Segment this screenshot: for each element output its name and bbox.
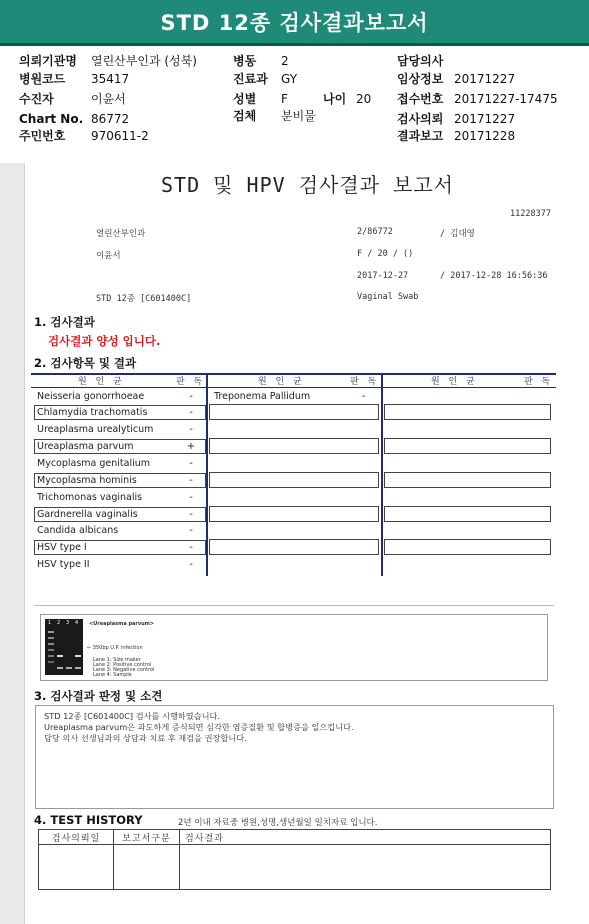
- info-value-request-date: 20171227: [454, 112, 516, 126]
- gel-legend-line: Lane 4: Sample: [93, 672, 132, 678]
- info-value-patient: 이윤서: [91, 92, 126, 106]
- lane-number: 4: [75, 620, 79, 626]
- report-chart: 2/86772: [357, 227, 393, 237]
- patient-info-block: [0, 46, 589, 164]
- info-label-specimen: 검체: [233, 109, 257, 123]
- organism-name: Mycoplasma genitalium: [37, 458, 151, 469]
- gel-legend-line: Lane 2: Positive control: [93, 662, 152, 668]
- report-date-received: 2017-12-27: [357, 271, 409, 281]
- organism-result: -: [189, 407, 193, 418]
- section1-title: 1. 검사결과: [34, 315, 95, 329]
- section3-title: 3. 검사결과 판정 및 소견: [34, 689, 163, 703]
- organism-name: Candida albicans: [37, 525, 119, 536]
- organism-result: -: [189, 424, 193, 435]
- gel-image-frame: [40, 614, 548, 681]
- section4-title: 4. TEST HISTORY: [34, 813, 143, 827]
- info-value-sex: F: [281, 92, 288, 106]
- organism-result: -: [189, 492, 193, 503]
- empty-result-box: [384, 438, 551, 454]
- info-label-resident-no: 주민번호: [19, 129, 66, 143]
- empty-result-box: [209, 438, 379, 454]
- section4-note: 2년 이내 자료중 병원,성명,생년월일 일치자료 입니다.: [178, 818, 378, 828]
- section-separator: [34, 605, 554, 606]
- info-value-hospital-code: 35417: [91, 72, 130, 86]
- info-label-institution: 의뢰기관명: [19, 54, 77, 68]
- info-value-receipt-no: 20171227-17475: [454, 92, 558, 106]
- report-specimen: Vaginal Swab: [357, 292, 419, 302]
- organism-result: -: [189, 559, 193, 570]
- primer-band: [57, 667, 63, 669]
- col-header-organism-3: 원 인 균: [431, 377, 478, 387]
- ladder-band: [48, 637, 54, 639]
- info-label-hospital-code: 병원코드: [19, 72, 66, 86]
- empty-result-box: [384, 404, 551, 420]
- organism-name: Ureaplasma urealyticum: [37, 424, 154, 435]
- info-label-doctor: 담당의사: [397, 54, 444, 68]
- info-label-ward: 병동: [233, 54, 257, 68]
- report-header-title: STD 12종 검사결과보고서: [160, 11, 429, 35]
- info-label-report-date: 결과보고: [397, 129, 444, 143]
- info-value-ward: 2: [281, 54, 289, 68]
- organism-result-positive: +: [186, 441, 196, 452]
- section1-result: 검사결과 양성 입니다.: [48, 334, 161, 348]
- info-value-specimen: 분비물: [281, 109, 316, 123]
- organism-name-positive: Ureaplasma parvum: [37, 441, 134, 452]
- history-col-result: 검사결과: [185, 834, 224, 844]
- lane-number: 3: [66, 620, 70, 626]
- report-header: [0, 0, 589, 46]
- info-label-clinical: 임상정보: [397, 72, 444, 86]
- gel-legend-line: Lane 3: Negative control: [93, 667, 155, 673]
- history-col-request-date: 검사의뢰일: [51, 834, 101, 844]
- col-header-judge-2: 판 독: [350, 377, 380, 387]
- info-value-clinical: 20171227: [454, 72, 516, 86]
- info-label-request-date: 검사의뢰: [397, 112, 444, 126]
- ladder-band: [48, 643, 54, 645]
- organism-result: -: [189, 525, 193, 536]
- info-value-report-date: 20171228: [454, 129, 516, 143]
- info-value-department: GY: [281, 72, 298, 86]
- empty-result-box: [384, 539, 551, 555]
- info-label-sex: 성별: [233, 92, 257, 106]
- report-patient: 이윤서: [96, 251, 121, 261]
- paper-title: STD 및 HPV 검사결과 보고서: [161, 173, 454, 197]
- report-hospital: 열린산부인과: [96, 229, 146, 239]
- test-history-table: [38, 829, 551, 890]
- report-id: 11228377: [510, 209, 551, 219]
- findings-line: Ureaplasma parvum은 과도하게 증식되면 심각한 염증질환 및 합병증을 일으킵니다.: [44, 722, 354, 732]
- section2-title: 2. 검사항목 및 결과: [34, 356, 137, 370]
- primer-band: [66, 667, 72, 669]
- organism-result: -: [189, 509, 193, 520]
- organism-result-treponema: -: [362, 391, 366, 402]
- info-label-chart-no: Chart No.: [19, 112, 84, 126]
- ladder-band: [48, 655, 54, 657]
- col-header-judge-1: 판 독: [176, 377, 206, 387]
- lane-number: 2: [57, 620, 61, 626]
- organism-name: Gardnerella vaginalis: [37, 509, 138, 520]
- empty-result-box: [209, 539, 379, 555]
- lane-number: 1: [48, 620, 52, 626]
- findings-line: 담당 의사 선생님과의 상담과 치료 후 재검을 권장합니다.: [44, 733, 247, 743]
- results-table-divider-2: [381, 373, 383, 576]
- sample-band: [75, 655, 81, 657]
- empty-result-box: [384, 472, 551, 488]
- organism-result: -: [189, 542, 193, 553]
- ladder-band: [48, 649, 54, 651]
- info-label-patient: 수진자: [19, 92, 54, 106]
- findings-box: [35, 705, 554, 809]
- organism-name: Mycoplasma hominis: [37, 475, 137, 486]
- organism-name-treponema: Treponema Pallidum: [214, 391, 311, 402]
- report-doctor: / 김대영: [440, 229, 475, 239]
- organism-name: HSV type I: [37, 542, 87, 553]
- organism-result: -: [189, 475, 193, 486]
- primer-band: [75, 667, 81, 669]
- gel-title: <Ureaplasma parvum>: [89, 621, 155, 627]
- info-label-department: 진료과: [233, 72, 268, 86]
- report-date-reported: / 2017-12-28 16:56:36: [440, 271, 548, 281]
- organism-name: Trichomonas vaginalis: [37, 492, 143, 503]
- sample-band: [57, 655, 63, 657]
- organism-name: HSV type II: [37, 559, 90, 570]
- results-table-header-rule: [31, 387, 556, 388]
- info-value-institution: 열린산부인과 (성북): [91, 54, 197, 68]
- history-col-divider: [179, 830, 180, 889]
- findings-line: STD 12종 [C601400C] 검사를 시행하였습니다.: [44, 711, 221, 721]
- gel-arrow-label: ← 350bp U.P. infection: [87, 645, 143, 651]
- report-sex-age: F / 20 / (): [357, 249, 414, 259]
- empty-result-box: [209, 404, 379, 420]
- empty-result-box: [209, 472, 379, 488]
- empty-result-box: [209, 506, 379, 522]
- info-value-resident-no: 970611-2: [91, 129, 149, 143]
- info-value-age: 20: [356, 92, 372, 106]
- report-test-code: STD 12종 [C601400C]: [96, 294, 192, 304]
- info-label-receipt-no: 접수번호: [397, 92, 444, 106]
- empty-result-box: [384, 506, 551, 522]
- organism-result: -: [189, 458, 193, 469]
- organism-name: Neisseria gonorrhoeae: [37, 391, 145, 402]
- gel-legend-line: Lane 1: Size maker: [93, 657, 141, 663]
- ladder-band: [48, 631, 54, 633]
- history-col-report-type: 보고서구분: [122, 834, 171, 844]
- results-table-divider-1: [206, 373, 208, 576]
- organism-result: -: [189, 391, 193, 402]
- col-header-organism-2: 원 인 균: [258, 377, 305, 387]
- info-value-chart-no: 86772: [91, 112, 130, 126]
- organism-name: Chlamydia trachomatis: [37, 407, 148, 418]
- col-header-organism-1: 원 인 균: [78, 377, 125, 387]
- ladder-band: [48, 661, 54, 663]
- info-label-age: 나이: [323, 92, 347, 106]
- col-header-judge-3: 판 독: [524, 377, 554, 387]
- gel-electrophoresis-image: [45, 619, 83, 675]
